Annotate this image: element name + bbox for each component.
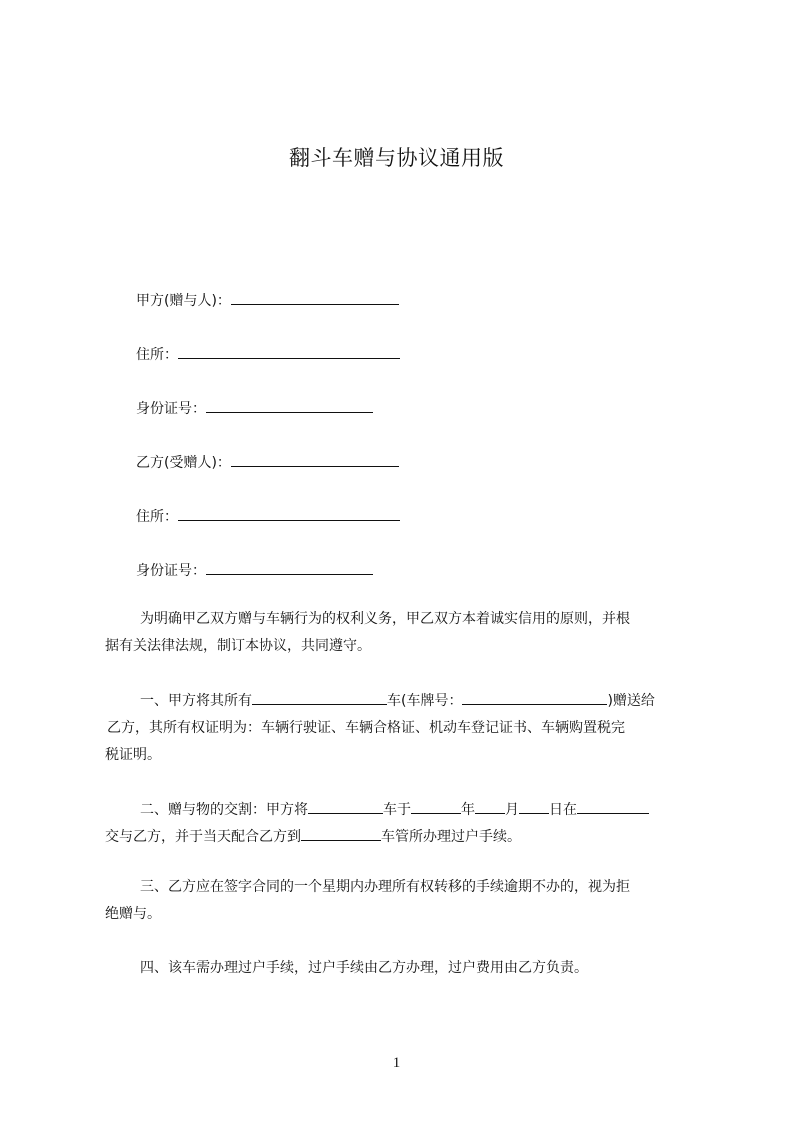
address-b-blank[interactable] xyxy=(178,506,400,521)
document-title: 翻斗车赠与协议通用版 xyxy=(289,146,504,170)
clause-2-text-b: 车于 xyxy=(383,802,411,818)
clause-2-year-blank[interactable] xyxy=(411,799,461,814)
party-b-blank[interactable] xyxy=(231,452,399,467)
clause-2-place-blank[interactable] xyxy=(577,799,649,814)
clause-1-line-2: 乙方，其所有权证明为：车辆行驶证、车辆合格证、机动车登记证书、车辆购置税完 xyxy=(107,720,625,736)
preamble-line-2: 据有关法律法规，制订本协议，共同遵守。 xyxy=(105,638,371,654)
address-a-blank[interactable] xyxy=(178,344,400,359)
id-b-label: 身份证号： xyxy=(136,563,206,579)
clause-1-line-1 xyxy=(105,688,703,715)
clause-2-text-f: 交与乙方，并于当天配合乙方到 xyxy=(105,829,301,845)
page-number: 1 xyxy=(392,1055,401,1071)
clause-2-text-c: 年 xyxy=(461,802,475,818)
clause-2-paragraph xyxy=(105,797,703,851)
clause-4-paragraph xyxy=(105,955,703,982)
party-b-field xyxy=(136,452,399,473)
preamble-line-1: 为明确甲乙双方赠与车辆行为的权利义务，甲乙双方本着诚实信用的原则，并根 xyxy=(140,611,630,627)
clause-1-text-a: 一、甲方将其所有 xyxy=(140,693,252,709)
clause-4-line-1: 四、该车需办理过户手续，过户手续由乙方办理，过户费用由乙方负责。 xyxy=(140,960,588,976)
address-a-label: 住所： xyxy=(136,347,178,363)
id-a-field xyxy=(136,398,373,419)
id-a-blank[interactable] xyxy=(206,398,373,413)
clause-2-text-e: 日在 xyxy=(549,802,577,818)
clause-2-month-blank[interactable] xyxy=(475,799,505,814)
party-a-blank[interactable] xyxy=(231,290,399,305)
id-a-label: 身份证号： xyxy=(136,401,206,417)
address-a-field xyxy=(136,344,400,365)
party-b-label: 乙方(受赠人)： xyxy=(136,455,231,471)
clause-1-paragraph xyxy=(105,688,703,769)
address-b-field xyxy=(136,506,400,527)
clause-2-text-g: 车管所办理过户手续。 xyxy=(381,829,521,845)
clause-2-office-blank[interactable] xyxy=(301,826,381,841)
id-b-blank[interactable] xyxy=(206,560,373,575)
clause-2-line-1 xyxy=(105,797,703,824)
party-a-field xyxy=(136,290,399,311)
clause-2-vehicle-blank[interactable] xyxy=(308,799,383,814)
clause-1-text-b: 车(车牌号： xyxy=(387,693,463,709)
clause-3-line-2: 绝赠与。 xyxy=(105,906,161,922)
clause-2-text-d: 月 xyxy=(505,802,519,818)
clause-1-plate-blank[interactable] xyxy=(462,690,607,705)
clause-1-text-c: )赠送给 xyxy=(607,693,655,709)
clause-1-line-3: 税证明。 xyxy=(105,747,161,763)
clause-1-vehicle-blank[interactable] xyxy=(252,690,387,705)
preamble-paragraph xyxy=(105,606,703,660)
id-b-field xyxy=(136,560,373,581)
clause-2-day-blank[interactable] xyxy=(519,799,549,814)
clause-3-paragraph xyxy=(105,874,703,928)
clause-3-line-1: 三、乙方应在签字合同的一个星期内办理所有权转移的手续逾期不办的，视为拒 xyxy=(140,879,630,895)
address-b-label: 住所： xyxy=(136,509,178,525)
clause-2-line-2 xyxy=(105,824,703,851)
clause-2-text-a: 二、赠与物的交割：甲方将 xyxy=(140,802,308,818)
party-a-label: 甲方(赠与人)： xyxy=(136,293,231,309)
